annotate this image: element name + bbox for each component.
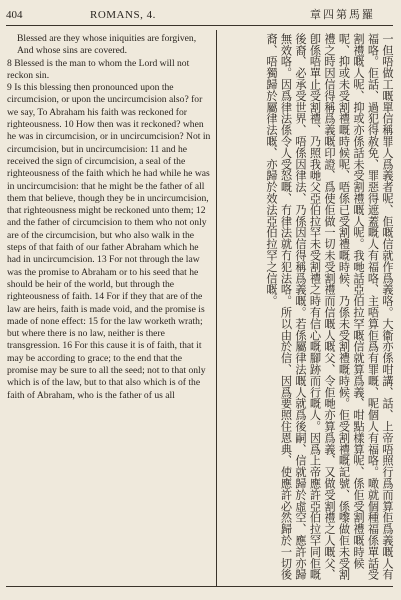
column-divider	[216, 30, 217, 586]
footer-rule	[6, 586, 393, 587]
page-number: 404	[6, 9, 23, 21]
english-column	[7, 33, 212, 581]
verse-quote-line: And whose sins are covered.	[17, 45, 128, 57]
header-rule	[6, 25, 393, 26]
verse-9-16: 9 Is this blessing then pronounced upon the circumcision, or upon the uncircumcision also? for we say, To Abraham his faith was reckoned for righteousness. 10 How then was it reckoned? when he was in circumcision, or in uncircumcision? Not in circumcision, but in uncircumcision: 11 and he received the sign of circumcision, a seal of the righteousness of the faith which he had while he was in uncircumcision: that he might be the father of all them that believe, though they be in uncircumcision, that righteousness might be reckoned unto them; 12 and the father of circumcision to them who not only are of the circumcision, but who also walk in the steps of that faith of our father Abraham which he had in uncircumcision. 13 For not through the law was the promise to Abraham or to his seed that he should be heir of the world, but through the righteousness of faith. 14 For if they that are of the law are heirs, faith is made void, and the promise is made of none effect: 15 for the law worketh wrath; but where there is no law, neither is there transgression. 16 For this cause it is of faith, that it may be according to grace; to the end that the promise may be sure to all the seed; not to that only which is of the law, but to that also which is of the faith of Abraham, who is the father of us all	[7, 82, 211, 401]
verse-8: 8 Blessed is the man to whom the Lord will not reckon sin.	[7, 57, 190, 81]
running-title: ROMANS, 4.	[90, 9, 156, 21]
chinese-column: 一但唔做工嘅單信稱罪人爲義者呢、佢嘅信就作爲義咯。大衞亦係咁講、話、上帝唔照行爲而算佢爲義嘅人有福咯。佢話、過犯得赦免、罪惡得遮蓋嘅人有福咯、主唔算佢爲有罪嘅、呢個人有福咯。噉就個種福係單話受割禮嘅人呢、抑或亦係話未受割禮嘅人呢。我哋話亞伯拉罕嘅信就算爲義、咁點樣算呢、係佢受割禮嘅時候呢、抑或未受割禮嘅時候呢、唔係已受割禮嘅時候、乃係未受割禮嘅時候。佢受割禮嘅記號、係嚟做佢未受割禮之時因信得稱爲義嘅印證、爲使佢做一切未受割禮而信嘅人嘅父、令佢哋亦算爲義、又做受割禮之人嘅父、卽係唔單止受割禮、乃照我哋父亞伯拉罕未受割禮之時有信心嘅腳跡而行嘅人。因爲上帝應許亞伯拉罕同佢嘅後裔、必承受世界、唔係因律法、乃係因信得稱爲義嘅。若係屬律法嘅人就爲後嗣、信就歸於虛空、應許亦歸無效咯。因爲律法係令人受怒嘅、冇律法就冇犯法咯。所以由於信、因爲要照住恩典、使應許必然歸於一切後裔、唔獨歸於屬律法嘅、亦歸於效法亞伯拉罕之信嘅。	[265, 33, 394, 581]
chinese-running-title: 章四第馬羅	[310, 8, 375, 21]
page-header	[6, 6, 393, 24]
verse-quote-line: Blessed are they whose iniquities are forgiven,	[17, 33, 197, 44]
